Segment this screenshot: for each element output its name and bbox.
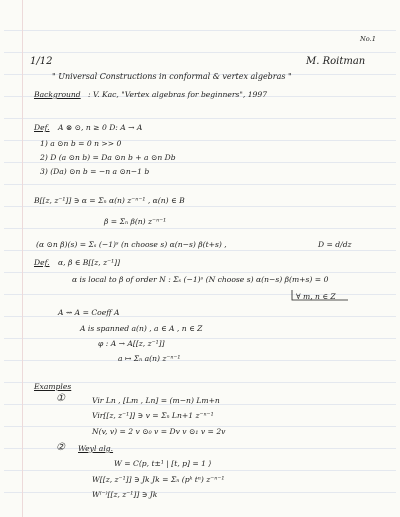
box-corner-mark xyxy=(290,290,350,302)
derivative-definition: D = d/dz xyxy=(318,240,352,249)
weyl-algebra-label: Weyl alg. xyxy=(78,444,114,453)
weyl-field: W[[z, z⁻¹]] ∋ Jk Jk = Σₙ (pᵏ tⁿ) z⁻ⁿ⁻¹ xyxy=(92,475,225,484)
definition-label: Def. xyxy=(34,123,50,132)
virasoro-bracket: Vir Ln , [Lm , Ln] = (m−n) Lm+n xyxy=(92,396,220,405)
author: M. Roitman xyxy=(306,56,366,67)
definition-2-label: Def. xyxy=(34,258,50,267)
weyl-minus-field: W⁽⁻⁾[[z, z⁻¹]] ∋ Jk xyxy=(92,490,158,499)
axiom-1: 1) a ⊙n b = 0 n >> 0 xyxy=(40,139,122,148)
virasoro-field: Vir[[z, z⁻¹]] ∋ v = Σₙ Ln+1 z⁻ⁿ⁻¹ xyxy=(92,411,214,420)
weyl-definition: W = C⟨p, t±¹ | [t, p] = 1 ⟩ xyxy=(114,459,212,468)
date: 1/12 xyxy=(30,56,53,67)
example-2-number: ② xyxy=(56,442,65,453)
spanned-line: A is spanned a(n) , a ∈ A , n ∈ Z xyxy=(80,324,203,333)
axiom-3: 3) (Da) ⊙n b = −n a ⊙n−1 b xyxy=(40,167,150,176)
locality-setup: α, β ∈ B[[z, z⁻¹]] xyxy=(58,258,121,267)
page-title: " Universal Constructions in conformal & vertex algebras " xyxy=(52,72,292,81)
background-reference: : V. Kac, "Vertex algebras for beginners", 1997 xyxy=(88,90,268,99)
virasoro-products: N(v, v) = 2 v ⊙₀ v = Dv v ⊙₁ v = 2v xyxy=(92,427,226,436)
phi-assignment: a ↦ Σₙ a(n) z⁻ⁿ⁻¹ xyxy=(118,354,181,363)
phi-map: φ : A → A[[z, z⁻¹]] xyxy=(98,339,165,348)
n-product-formula: (α ⊙n β)(s) = Σₛ (−1)ˢ (n choose s) α(n−s) β(t+s) , xyxy=(36,240,227,249)
beta-series: β = Σₙ β(n) z⁻ⁿ⁻¹ xyxy=(104,217,167,226)
example-1-number: ① xyxy=(56,393,65,404)
examples-heading: Examples xyxy=(34,382,72,391)
definition-head: A ⊗ ⊙, n ≥ 0 D: A → A xyxy=(58,123,143,132)
axiom-2: 2) D (a ⊙n b) = Da ⊙n b + a ⊙n Db xyxy=(40,153,176,162)
locality-quantifier: ∀ m, n ∈ Z xyxy=(296,292,336,301)
locality-condition: α is local to β of order N : Σₛ (−1)ˢ (N choose s) α(n−s) β(m+s) = 0 xyxy=(72,275,329,284)
background-label: Background xyxy=(34,90,81,99)
alpha-series: B[[z, z⁻¹]] ∋ α = Σₙ α(n) z⁻ⁿ⁻¹ , α(n) ∈ B xyxy=(34,196,185,205)
coeff-line: A ⇝ A = Coeff A xyxy=(58,308,120,317)
page-number: No.1 xyxy=(360,35,376,43)
